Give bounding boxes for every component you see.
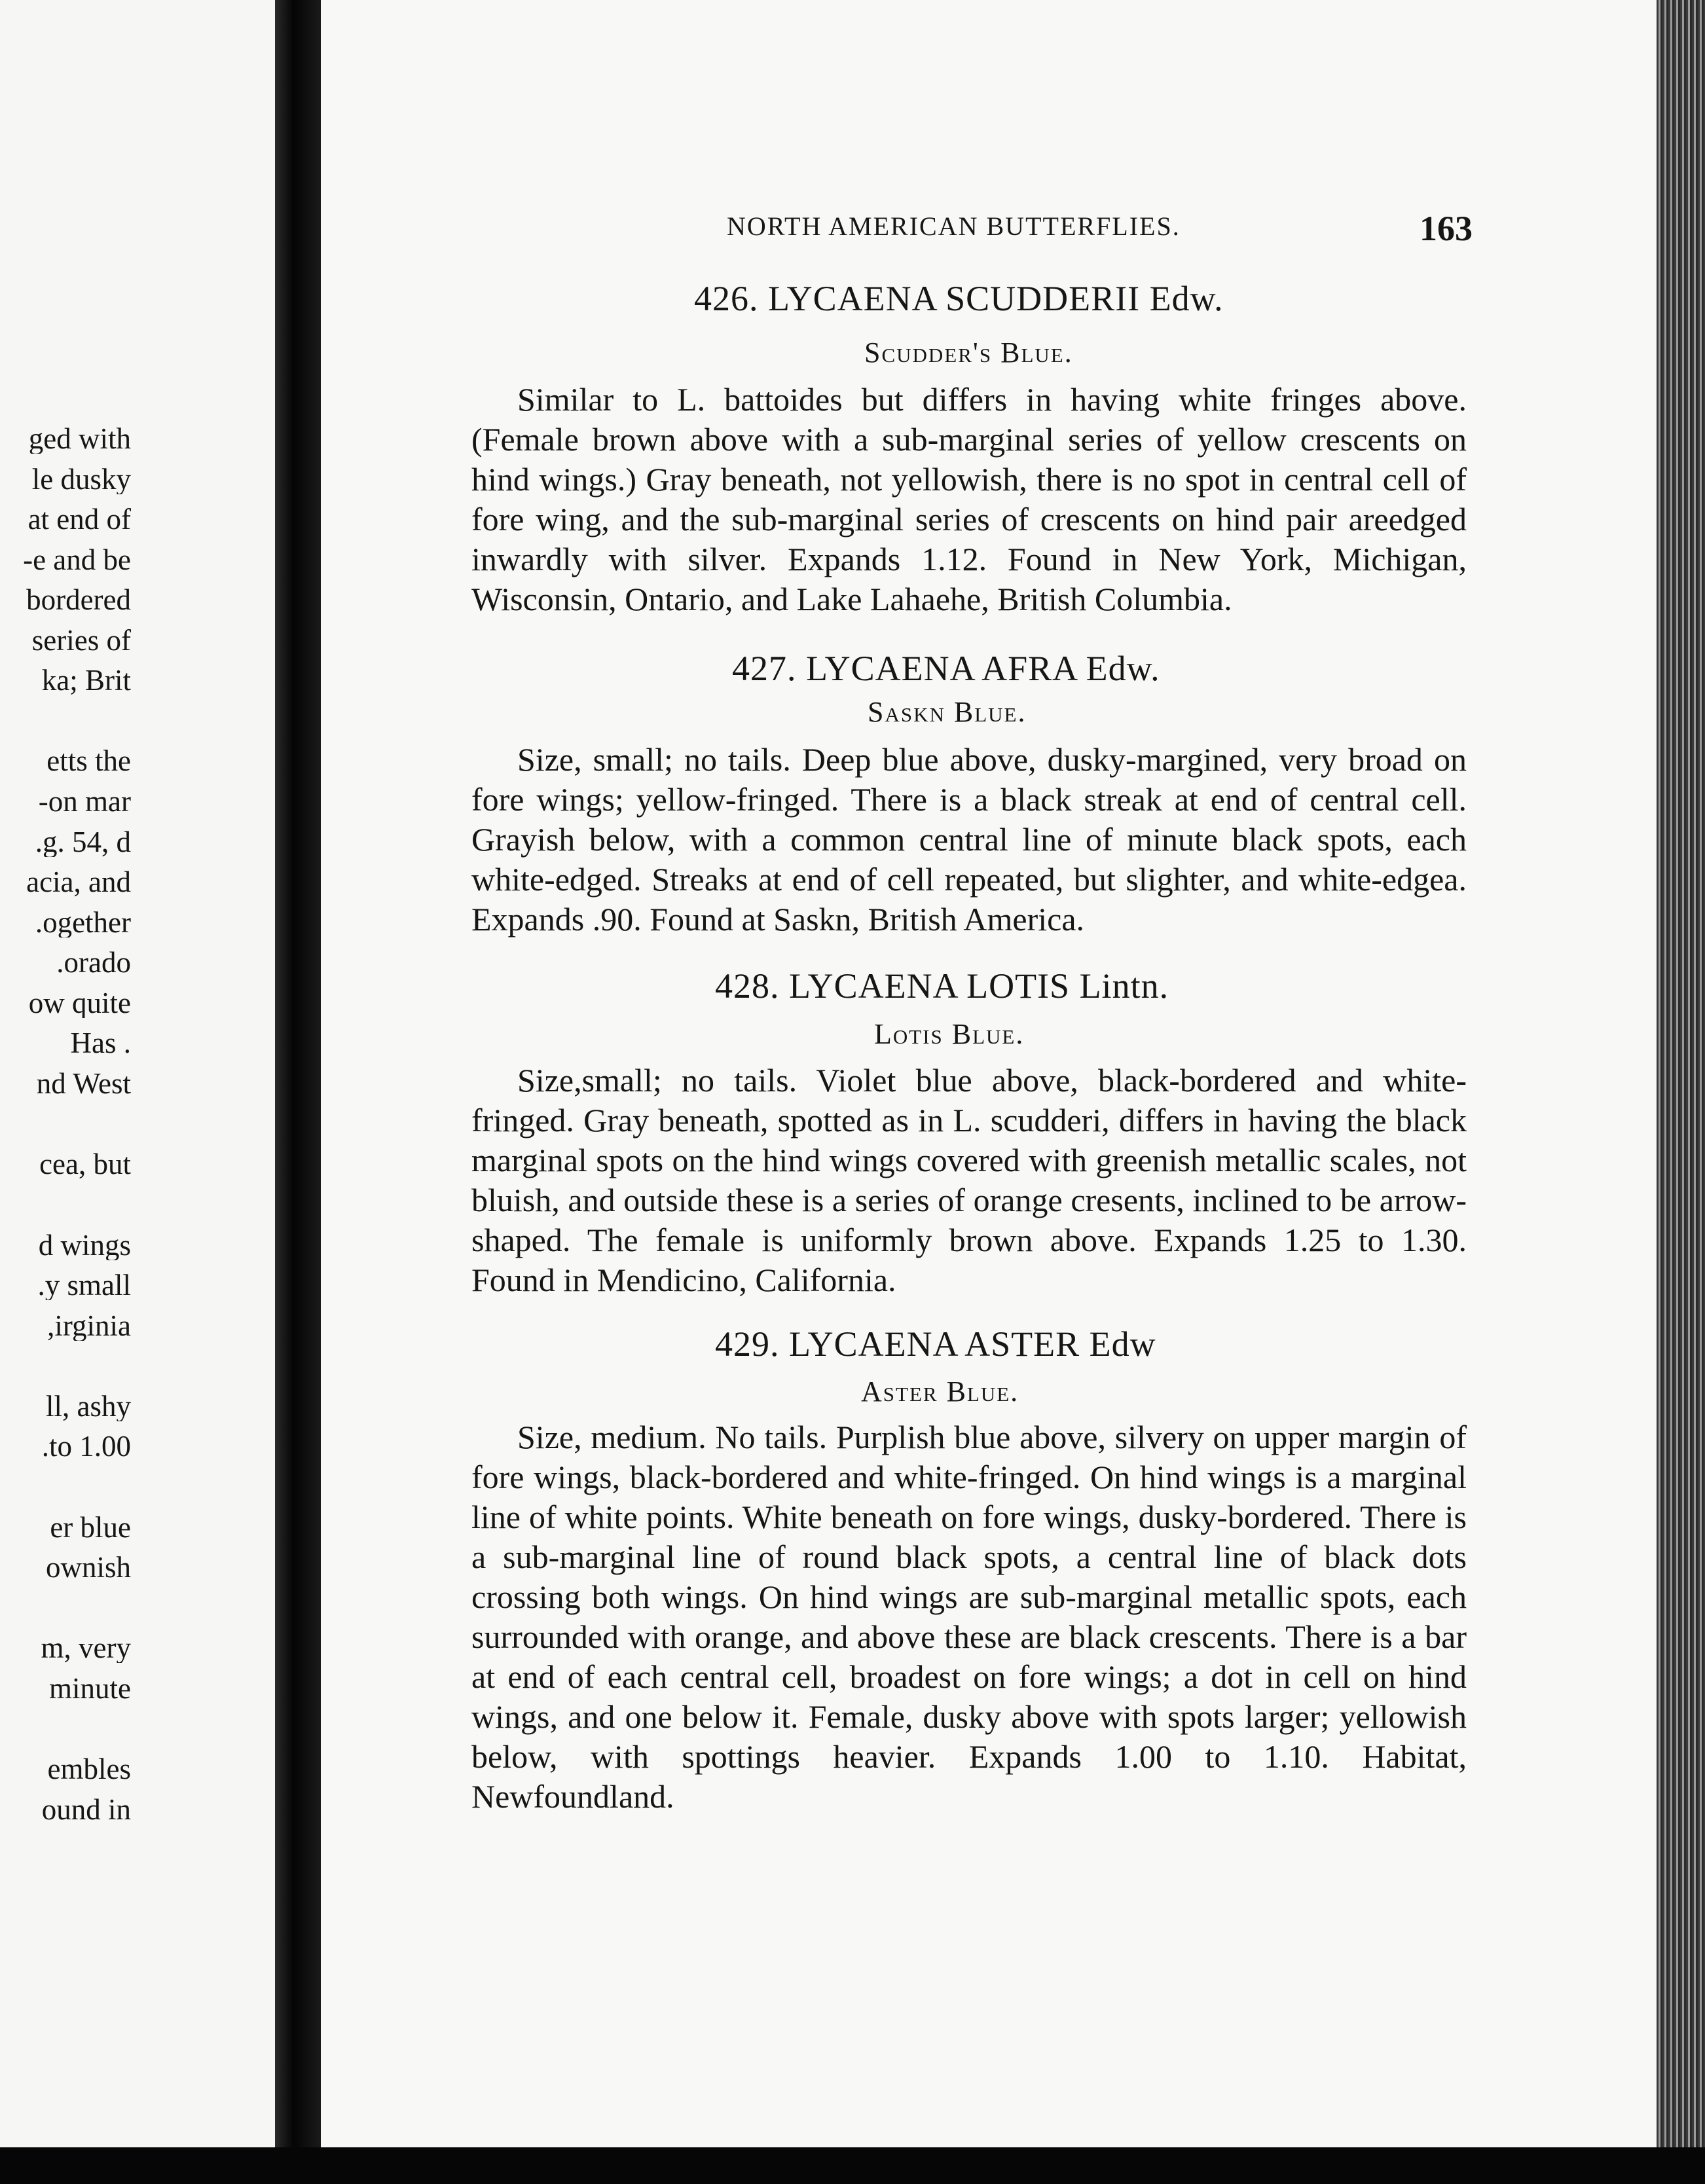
left-page-fragment: ow quite [28,989,131,1018]
left-page-fragment: irginia, [47,1311,131,1341]
entry-common-name: Scudder's Blue. [864,337,1073,369]
left-page-fragment: on mar- [38,787,131,816]
entry-title: 427. LYCAENA AFRA Edw. [732,649,1160,688]
left-page-fragment: y small. [37,1271,131,1300]
left-page-fragment: to 1.00. [41,1432,131,1461]
left-page-fragment: nd West [36,1069,131,1099]
left-page-fragment: at end of [28,505,131,534]
left-page-fragment: ka; Brit [41,666,131,695]
left-page-fragment: etts the [46,746,131,776]
left-page-fragment: embles [47,1755,131,1784]
left-page-fragment: orado. [56,948,131,977]
left-page-fragment: bordered [26,585,131,615]
left-page-fragment: acia, and [26,867,131,897]
left-page-fragment: ownish [45,1553,131,1582]
scan-bottom-edge [0,2147,1705,2184]
left-page-fragment: g. 54, d. [35,828,131,857]
left-page-fragment: er blue [50,1513,131,1542]
page-number: 163 [1420,209,1473,248]
left-page-fragment: cea, but [39,1150,131,1179]
entry-common-name: Aster Blue. [861,1375,1019,1408]
entry-title: 426. LYCAENA SCUDDERII Edw. [694,279,1224,318]
left-page-fragment: m, very [41,1633,131,1663]
entry-common-name: Lotis Blue. [874,1018,1025,1050]
entry-common-name: Saskn Blue. [868,696,1027,728]
entry-description: Size, medium. No tails. Purplish blue above, silvery on upper margin of fore wings, black-bordered and white-fringed. On hind wings is a marginal line of white points. White beneath on fore wings, dusky-bordered. There is a sub-marginal line of round black spots, a central line of black dots crossing both wings. On hind wings are sub-marginal metallic spots, each surrounded with orange, and above these are black crescents. There is a bar at end of each central cell, broadest on fore wings; a dot in cell on hind wings, and one below it. Female, dusky above with spots larger; yellowish below, with spottings heavier. Expands 1.00 to 1.10. Habitat, Newfoundland. [471,1419,1467,1815]
left-page-fragment: ged with [28,424,131,454]
entry-title: 429. LYCAENA ASTER Edw [715,1324,1156,1364]
left-page-fragment: d wings [38,1231,131,1260]
book-gutter [275,0,321,2184]
left-page-fragment: ll, ashy [46,1392,131,1421]
previous-page [0,0,275,2184]
left-page-fragment: ound in [41,1795,131,1825]
left-page-fragment: e and be- [23,545,131,575]
entry-description: Similar to L. battoides but differs in having white fringes above. (Female brown above with a sub-marginal series of yellow crescents on hind wings.) Gray beneath, not yellowish, there is no spot in central cell of fore wing, and the sub-marginal series of crescents on hind pair areedged inwardly with silver. Expands 1.12. Found in New York, Michigan, Wisconsin, Ontario, and Lake Lahaehe, British Columbia. [471,381,1467,617]
left-page-fragment: minute [49,1674,131,1703]
page-edges [1657,0,1705,2184]
entry-title: 428. LYCAENA LOTIS Lintn. [715,966,1169,1006]
left-page-fragment: . Has [70,1028,131,1058]
left-page-fragment: series of [31,626,131,655]
entry-description: Size,small; no tails. Violet blue above, black-bordered and white-fringed. Gray beneath, spotted as in L. scudderi, differs in having the black marginal spots on the hind wings covered with greenish metallic scales, not bluish, and outside these is a series of orange cresents, inclined to be arrow-shaped. The female is uniformly brown above. Expands 1.25 to 1.30. Found in Mendicino, California. [471,1062,1467,1298]
left-page-fragment: ogether. [35,908,131,937]
entry-description: Size, small; no tails. Deep blue above, dusky-margined, very broad on fore wings; yellow-fringed. There is a black streak at end of central cell. Grayish below, with a common central line of minute black spots, each white-edged. Streaks at end of cell repeated, but slighter, and white-edgea. Expands .90. Found at Saskn, British America. [471,741,1467,937]
left-page-fragment: le dusky [31,465,131,494]
running-head: NORTH AMERICAN BUTTERFLIES. [727,211,1181,241]
